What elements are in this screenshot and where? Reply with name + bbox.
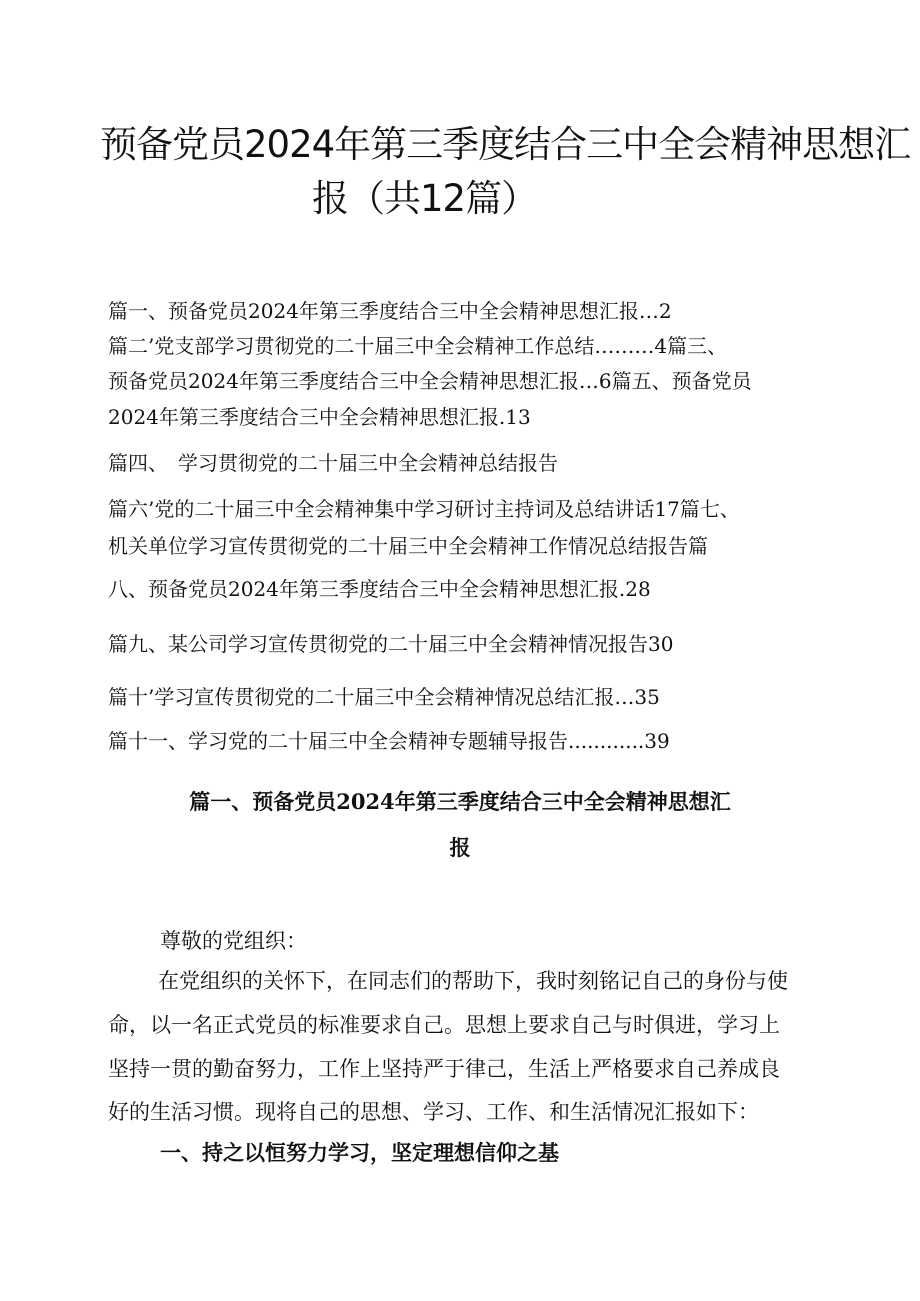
paragraph-line: 坚持一贯的勤奋努力，工作上坚持严于律己，生活上严格要求自己养成良 — [108, 1057, 780, 1081]
document-title-line-2: 报（共12篇） — [312, 177, 538, 220]
toc-line: 篇一、预备党员2024年第三季度结合三中全会精神思想汇报…2 — [108, 299, 672, 323]
toc-line: 篇十一、学习党的二十届三中全会精神专题辅导报告............39 — [108, 729, 670, 753]
toc-line: 篇十’学习宣传贯彻党的二十届三中全会精神情况总结汇报…35 — [108, 685, 660, 709]
document-title — [100, 118, 911, 226]
document-title-line-1: 预备党员2024年第三季度结合三中全会精神思想汇 — [100, 123, 911, 166]
section-heading-line-2: 报 — [449, 835, 471, 860]
toc-line: 2024年第三季度结合三中全会精神思想汇报.13 — [108, 405, 531, 429]
toc-line: 预备党员2024年第三季度结合三中全会精神思想汇报…6篇五、预备党员 — [108, 369, 752, 393]
toc-line: 篇四、 学习贯彻党的二十届三中全会精神总结报告 — [108, 451, 558, 475]
section-heading-line-1: 篇一、预备党员2024年第三季度结合三中全会精神思想汇 — [189, 789, 731, 814]
toc-line: 八、预备党员2024年第三季度结合三中全会精神思想汇报.28 — [108, 577, 651, 601]
section-subheading: 一、持之以恒努力学习，坚定理想信仰之基 — [160, 1140, 559, 1165]
toc-line: 机关单位学习宣传贯彻党的二十届三中全会精神工作情况总结报告篇 — [108, 534, 708, 558]
paragraph-line: 在党组织的关怀下，在同志们的帮助下，我时刻铭记自己的身份与使 — [158, 969, 788, 993]
toc-line: 篇二’党支部学习贯彻党的二十届三中全会精神工作总结………4篇三、 — [108, 334, 728, 358]
toc-line: 篇六’党的二十届三中全会精神集中学习研讨主持词及总结讲话17篇七、 — [108, 497, 740, 521]
paragraph-line: 好的生活习惯。现将自己的思想、学习、工作、和生活情况汇报如下： — [108, 1100, 759, 1124]
paragraph-line: 命，以一名正式党员的标准要求自己。思想上要求自己与时俱进，学习上 — [108, 1013, 780, 1037]
toc-line: 篇九、某公司学习宣传贯彻党的二十届三中全会精神情况报告30 — [108, 632, 674, 656]
salutation: 尊敬的党组织： — [160, 929, 307, 953]
